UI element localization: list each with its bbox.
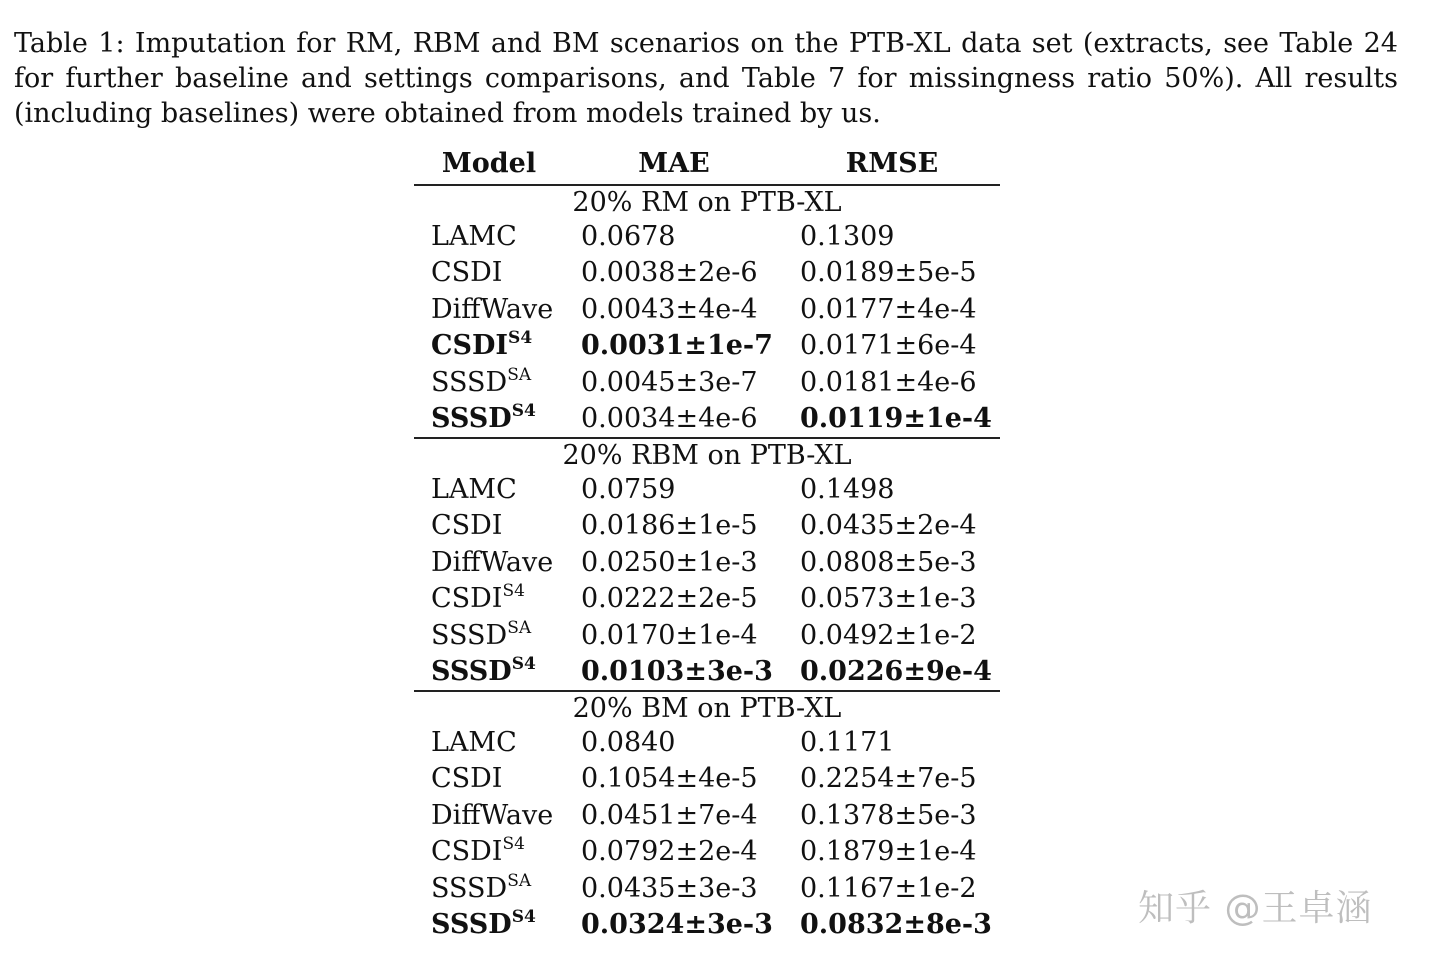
model-cell	[414, 471, 564, 508]
rmse-cell: 0.0435±2e-4	[800, 510, 977, 542]
model-name: CSDI	[431, 330, 509, 362]
mae-cell: 0.0324±3e-3	[581, 909, 773, 941]
model-cell	[414, 761, 564, 798]
model-name: CSDI	[431, 763, 503, 795]
table-row	[414, 328, 1000, 365]
rmse-cell: 0.0119±1e-4	[800, 403, 992, 435]
table-row	[414, 401, 1000, 439]
model-cell	[414, 218, 564, 255]
table-row	[414, 617, 1000, 654]
model-cell	[414, 291, 564, 328]
model-superscript: S4	[508, 328, 533, 349]
model-name: CSDI	[431, 257, 503, 289]
model-cell	[414, 364, 564, 401]
model-cell	[414, 724, 564, 761]
mae-cell: 0.0034±4e-6	[581, 403, 758, 435]
model-superscript: S4	[502, 834, 525, 855]
watermark: 知乎 @王卓涵	[1138, 888, 1373, 929]
rmse-cell: 0.1498	[800, 473, 895, 505]
rmse-cell: 0.0181±4e-6	[800, 366, 977, 398]
section-title: 20% RBM on PTB-XL	[562, 439, 852, 471]
section-row	[414, 691, 1000, 724]
model-superscript: SA	[507, 364, 532, 385]
table-row	[414, 761, 1000, 798]
model-cell	[414, 797, 564, 834]
rmse-cell: 0.0832±8e-3	[800, 909, 992, 941]
rmse-cell: 0.0492±1e-2	[800, 619, 977, 651]
table-row	[414, 544, 1000, 581]
model-cell	[414, 617, 564, 654]
section-row	[414, 185, 1000, 218]
section-row	[414, 438, 1000, 471]
table-header-row	[414, 142, 1000, 185]
model-superscript: S4	[511, 401, 536, 422]
table-row	[414, 870, 1000, 907]
model-cell	[414, 907, 564, 944]
rmse-cell: 0.1309	[800, 220, 895, 252]
rmse-cell: 0.0171±6e-4	[800, 330, 977, 362]
mae-cell: 0.0043±4e-4	[581, 293, 758, 325]
table-row	[414, 255, 1000, 292]
model-cell	[414, 255, 564, 292]
mae-cell: 0.0186±1e-5	[581, 510, 758, 542]
mae-cell: 0.0435±3e-3	[581, 872, 758, 904]
table-body	[414, 185, 1000, 943]
model-cell	[414, 401, 564, 439]
mae-cell: 0.0031±1e-7	[581, 330, 773, 362]
mae-cell: 0.0038±2e-6	[581, 257, 758, 289]
model-superscript: SA	[507, 870, 532, 891]
mae-cell: 0.0170±1e-4	[581, 619, 758, 651]
rmse-cell: 0.0189±5e-5	[800, 257, 977, 289]
model-name: DiffWave	[431, 546, 554, 578]
model-name: SSSD	[431, 403, 512, 435]
mae-cell: 0.0840	[581, 726, 676, 758]
mae-cell: 0.0759	[581, 473, 676, 505]
model-cell	[414, 870, 564, 907]
rmse-cell: 0.1171	[800, 726, 895, 758]
model-name: CSDI	[431, 510, 503, 542]
rmse-cell: 0.1879±1e-4	[800, 836, 977, 868]
model-name: SSSD	[431, 656, 512, 688]
rmse-cell: 0.0808±5e-3	[800, 546, 977, 578]
model-name: LAMC	[431, 220, 517, 252]
header-rmse: RMSE	[845, 147, 939, 179]
model-cell	[414, 834, 564, 871]
table-row	[414, 364, 1000, 401]
results-table-container	[414, 142, 1000, 943]
mae-cell: 0.0678	[581, 220, 676, 252]
table-caption: Table 1: Imputation for RM, RBM and BM scenarios on the PTB-XL data set (extracts, see Table 24 for further baseline and settings comparisons, and Table 7 for missingness ratio 50%). All results (including baselines) were obtained from models trained by us.	[14, 28, 1398, 129]
rmse-cell: 0.1378±5e-3	[800, 799, 977, 831]
table-row	[414, 218, 1000, 255]
rmse-cell: 0.2254±7e-5	[800, 763, 977, 795]
mae-cell: 0.0103±3e-3	[581, 656, 773, 688]
model-cell	[414, 328, 564, 365]
model-superscript: SA	[507, 617, 532, 638]
mae-cell: 0.1054±4e-5	[581, 763, 758, 795]
model-name: LAMC	[431, 726, 517, 758]
mae-cell: 0.0250±1e-3	[581, 546, 758, 578]
model-name: DiffWave	[431, 293, 554, 325]
model-name: SSSD	[431, 619, 508, 651]
section-title: 20% BM on PTB-XL	[572, 692, 842, 724]
model-name: SSSD	[431, 909, 512, 941]
model-superscript: S4	[502, 581, 525, 602]
model-cell	[414, 581, 564, 618]
results-table	[414, 142, 1000, 943]
table-row	[414, 508, 1000, 545]
rmse-cell: 0.1167±1e-2	[800, 872, 977, 904]
model-name: DiffWave	[431, 799, 554, 831]
model-name: SSSD	[431, 872, 508, 904]
header-mae: MAE	[638, 147, 710, 179]
section-title: 20% RM on PTB-XL	[572, 186, 842, 218]
table-row	[414, 724, 1000, 761]
table-row	[414, 291, 1000, 328]
mae-cell: 0.0222±2e-5	[581, 583, 758, 615]
rmse-cell: 0.0226±9e-4	[800, 656, 992, 688]
table-row	[414, 471, 1000, 508]
header-model: Model	[441, 147, 537, 179]
table-row	[414, 581, 1000, 618]
model-name: CSDI	[431, 836, 503, 868]
model-cell	[414, 508, 564, 545]
model-superscript: S4	[511, 907, 536, 928]
mae-cell: 0.0045±3e-7	[581, 366, 758, 398]
model-superscript: S4	[511, 654, 536, 675]
table-row	[414, 834, 1000, 871]
table-row	[414, 797, 1000, 834]
model-cell	[414, 544, 564, 581]
mae-cell: 0.0792±2e-4	[581, 836, 758, 868]
model-name: CSDI	[431, 583, 503, 615]
model-name: SSSD	[431, 366, 508, 398]
table-row	[414, 907, 1000, 944]
rmse-cell: 0.0573±1e-3	[800, 583, 977, 615]
model-cell	[414, 654, 564, 692]
mae-cell: 0.0451±7e-4	[581, 799, 758, 831]
rmse-cell: 0.0177±4e-4	[800, 293, 977, 325]
model-name: LAMC	[431, 473, 517, 505]
table-row	[414, 654, 1000, 692]
